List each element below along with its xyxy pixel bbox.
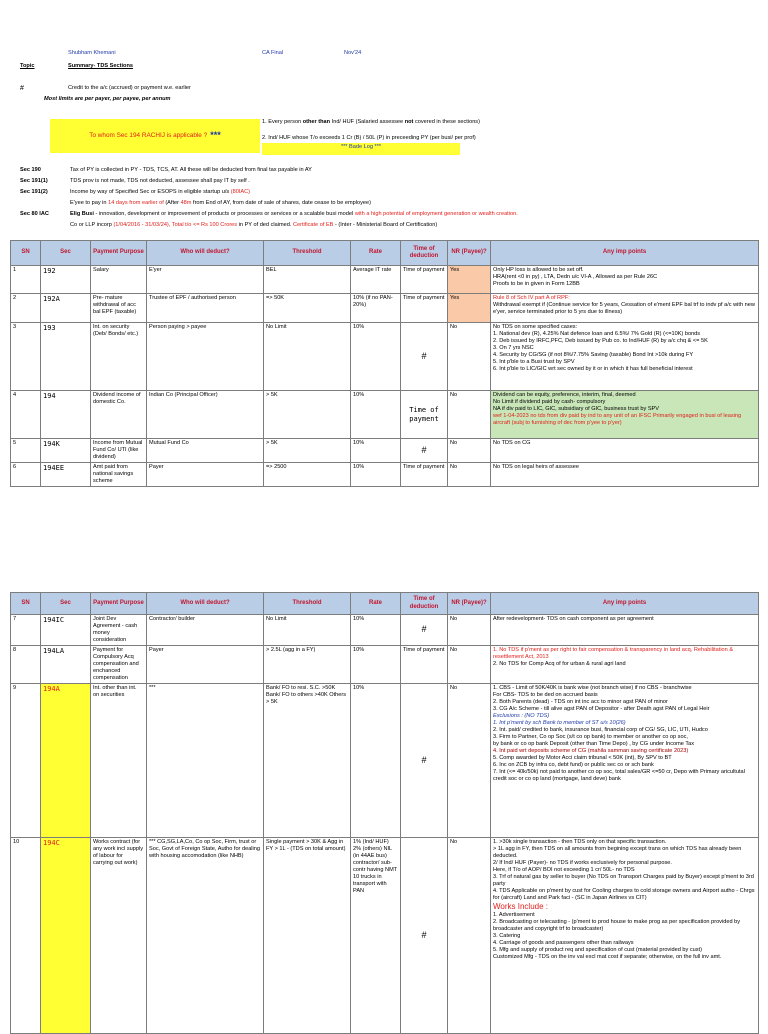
row-sec: 194IC	[41, 615, 91, 646]
row-time: Time of payment	[401, 462, 448, 486]
row-sn: 7	[11, 615, 41, 646]
topic-value: Summary- TDS Sections	[68, 63, 133, 69]
row-purpose: Pre- mature withdrawal of acc bal EPF (taxable)	[91, 294, 147, 323]
col-sec: Sec	[41, 241, 91, 266]
row-nr: No	[448, 615, 491, 646]
row-nr: Yes	[448, 266, 491, 294]
row-nr: No	[448, 439, 491, 463]
row-purpose: Amt paid from national savings scheme	[91, 462, 147, 486]
row-purpose: Income from Mutual Fund Co/ UTI (like dividend)	[91, 439, 147, 463]
row-rate: 10% (if no PAN- 20%)	[351, 294, 401, 323]
row-nr: No	[448, 683, 491, 837]
row-purpose: Works contract (for any work incl supply of labour for carrying out work)	[91, 837, 147, 1033]
table-2-header	[11, 593, 759, 615]
sec-191-1-text: TDS prov is not made, TDS not deducted, assessee shall pay IT by self .	[70, 178, 250, 184]
row-sn: 6	[11, 462, 41, 486]
row-who: Payer	[147, 462, 264, 486]
credit-line: Credit to the a/c (accrued) or payment w.e. earlier	[68, 85, 191, 91]
row-points: No TDS on legal heirs of assessee	[491, 462, 759, 486]
row-rate: 10%	[351, 391, 401, 439]
row-threshold: > 2.5L (agg in a FY)	[264, 645, 351, 683]
row-purpose: Joint Dev Agreement - cash money consideration	[91, 615, 147, 646]
row-sec: 194EE	[41, 462, 91, 486]
rachij-question-box	[50, 119, 260, 153]
row-time: Time of payment	[401, 266, 448, 294]
row-sec: 194	[41, 391, 91, 439]
col-points: Any imp points	[491, 593, 759, 615]
row-sec: 192	[41, 266, 91, 294]
row-nr: No	[448, 462, 491, 486]
row-threshold: > 5K	[264, 391, 351, 439]
sec-191-2-eyee-text: E'yee to pay in 14 days from earlier of (After 48m from End of AY, from date of sale of shares, date cease to be employee)	[70, 200, 371, 206]
row-points: 1. No TDS if p'ment as per right to fair compensation & transparency in land acq, Rehabilitation & resettlement Act, 2013 2. No TDS for Comp Acq of for urban & rural agri land	[491, 645, 759, 683]
tds-table-2	[10, 592, 759, 1034]
author-name: Shubham Khemani	[68, 50, 116, 56]
row-points: 1. CBS - Limit of 50K/40K is bank wise (not branch wise) if no CBS - branchwise For CBS- TDS to be ded on accrued basis 2. Both Parents (dead) - TDS on int inc acc to minor agst PAN of minor 3. CG A/c Scheme - till alive agst PAN of Depositor - after Death agst PAN of Legal Heir Exclusions : (NO TDS) 1. Int p'ment by sch Bank to member of ST u/s 10(26) 2. Int. paid/ credited to bank, insurance busi, financial corp of CG/ SG, LIC, UTI, Hudco 3. Firm to Partner, Co op Soc (s/t co op bank) to member or another co op soc, by bank or co op bank Deposit (other than Time Depo) , by CG under Income Tax 4. Int paid wrt deposits scheme of CG (mahila samman saving certificate 2023) 5. Comp awarded by Motor Acci claim tribunal < 50K (int), By SPV to BT 6. Inc on ZCB by infra co, debt fund) or public sec co or sch bank 7. Int (<= 40k/50k) not paid to another co op soc, total sales/GR <=50 cr, Depo with Primary aricultutal credit soc or co op land (mortgage, land deve) bank	[491, 683, 759, 837]
row-purpose: Dividend income of domestic Co.	[91, 391, 147, 439]
sec-190-label: Sec 190	[20, 167, 41, 173]
row-sec: 194C	[41, 837, 91, 1033]
row-sn: 8	[11, 645, 41, 683]
row-time: #	[401, 683, 448, 837]
row-sec: 194LA	[41, 645, 91, 683]
col-purpose: Payment Purpose	[91, 593, 147, 615]
row-threshold: BEL	[264, 266, 351, 294]
row-points: No TDS on CG	[491, 439, 759, 463]
row-time: #	[401, 323, 448, 391]
table-row	[11, 294, 759, 323]
col-who: Who will deduct?	[147, 593, 264, 615]
row-who: Indian Co (Principal Officer)	[147, 391, 264, 439]
row-points: 1. >30k single transaction - then TDS only on that specific transaction. > 1L agg in FY, then TDS on all amounts from begining except trans on which TDS has already been deducted. 2/ If Ind/ HUF (Payer)- no TDS if works exclusively for personal purpose. Here, if T/o of AOP/ BOI not exceeding 1 cr/ 50L- no TDS 3. Trf of natural gas by seller to buyer (No TDS on Transport Charges paid by Buyer) except p'ment to 3rd party 4. TDS Applicable on p'ment by cust for Cooling charges to cold storage owners and Airport autho - Chrgs for (aircraft) Land and Park faci - (SC in Japan Airlines vs CIT) Works Include : 1. Advertisement 2. Broadcasting or telecasting - (p'ment to prod house to make prog as per specification provided by broadcaster and copyright trf to broadcaster) 3. Catering 4. Carriage of goods and passengers other than railways 5. Mfg and supply of product req and specification of cust (material provided by cust) Customized Mfg - TDS on the inv val excl mat cost if separate; otherwise, on the full inv amt.	[491, 837, 759, 1033]
row-sn: 1	[11, 266, 41, 294]
limits-line: Most limits are per payer, per payee, per annum	[44, 96, 171, 102]
table-row	[11, 683, 759, 837]
row-points: Only HP loss is allowed to be set off. HRA(rent <0 in py) , LTA, Dedn u/c VI-A , Allowed as per Rule 26C Proofs to be in given in Form 12BB	[491, 266, 759, 294]
row-time: Time of payment	[401, 645, 448, 683]
table-row	[11, 837, 759, 1033]
row-who: Payer	[147, 645, 264, 683]
row-rate: 10%	[351, 462, 401, 486]
rachij-point-1: 1. Every person other than Ind/ HUF (Salaried assessee not covered in these sections)	[262, 119, 480, 125]
rachij-question: To whom Sec 194 RACHIJ is applicable ?	[89, 132, 208, 139]
row-nr: No	[448, 837, 491, 1033]
tds-table-1	[10, 240, 759, 487]
row-purpose: Int. other than int. on securities	[91, 683, 147, 837]
row-sn: 2	[11, 294, 41, 323]
row-nr: No	[448, 645, 491, 683]
row-sn: 4	[11, 391, 41, 439]
rachij-point-2: 2. Ind/ HUF whose T/o exceeds 1 Cr (B) / 50L (P) in preceeding PY (per busi/ per prof)	[262, 135, 476, 141]
row-rate: 10%	[351, 615, 401, 646]
row-points: No TDS on some specified cases: 1. National dev (R), 4.25% Nat defence loan and 6.5%/ 7% Gold (R) (<=10K) bonds 2. Deb issued by IRFC,PFC, Deb issued by Pub co. to Ind/HUF (R) by a/c chq & <= 5K 3. On 7 yrs NSC 4. Security by CG/SG (if not 8%/7.75% Saving (taxable) Bond Int >10k during FY 5. Int p'ble to a Busi trust by SPV 6. Int p'ble to LIC/GIC wrt sec owned by it or in which it has full beneficial interest	[491, 323, 759, 391]
sec-190-text: Tax of PY is collected in PY - TDS, TCS, AT. All these will be deducted from final tax payable in AY	[70, 167, 312, 173]
col-nr: NR (Payee)?	[448, 241, 491, 266]
col-sn: SN	[11, 593, 41, 615]
row-threshold: => 2500	[264, 462, 351, 486]
sec-191-2-label: Sec 191(2)	[20, 189, 48, 195]
rachij-stars: ***	[210, 130, 221, 141]
col-rate: Rate	[351, 241, 401, 266]
row-points: Dividend can be equity, preference, interim, final, deemed No Limit if dividend paid by cash- compulsory NA if div paid to LIC, GIC, subsidiary of GIC, business trust by SPV wef 1-04-2023 no tds from div paid by ind to any unit of an IFSC Primarily engaged in busi of leasing aircraft (subj to furnishing of dec from p'yee to p'yer)	[491, 391, 759, 439]
row-rate: 10%	[351, 439, 401, 463]
row-points: After redevelopment- TDS on cash component as per agreement	[491, 615, 759, 646]
row-who: Mutual Fund Co	[147, 439, 264, 463]
row-who: *** CG,SG,LA,Co, Co op Soc, Firm, trust or Soc, Govt of Foreign State, Autho for dealing with housing accomodation (like NHB)	[147, 837, 264, 1033]
row-threshold: No Limit	[264, 615, 351, 646]
col-time: Time of deduction	[401, 241, 448, 266]
row-who: Contractor/ builder	[147, 615, 264, 646]
bade-log: *** Bade Log ***	[340, 144, 382, 150]
row-time: #	[401, 837, 448, 1033]
row-purpose: Int. on security (Deb/ Bonds/ etc.)	[91, 323, 147, 391]
row-sn: 3	[11, 323, 41, 391]
row-rate: Average IT rate	[351, 266, 401, 294]
row-sec: 194K	[41, 439, 91, 463]
row-who: Person paying > payee	[147, 323, 264, 391]
table-1-header	[11, 241, 759, 266]
row-who: ***	[147, 683, 264, 837]
table-row	[11, 645, 759, 683]
col-rate: Rate	[351, 593, 401, 615]
row-sec: 192A	[41, 294, 91, 323]
sec-191-1-label: Sec 191(1)	[20, 178, 48, 184]
row-nr: No	[448, 391, 491, 439]
row-sn: 10	[11, 837, 41, 1033]
col-threshold: Threshold	[264, 241, 351, 266]
table-row	[11, 615, 759, 646]
row-rate: 10%	[351, 683, 401, 837]
col-points: Any imp points	[491, 241, 759, 266]
row-time: #	[401, 615, 448, 646]
bade-log-box	[262, 143, 460, 155]
row-threshold: => 50K	[264, 294, 351, 323]
row-who: Trustee of EPF / authorised person	[147, 294, 264, 323]
col-sn: SN	[11, 241, 41, 266]
row-sn: 5	[11, 439, 41, 463]
row-threshold: Bank/ FO to resi. S.C. >50K Bank/ FO to others >40K Others > 5K	[264, 683, 351, 837]
table-row	[11, 323, 759, 391]
col-sec: Sec	[41, 593, 91, 615]
row-time: #	[401, 439, 448, 463]
row-sn: 9	[11, 683, 41, 837]
row-threshold: No Limit	[264, 323, 351, 391]
col-time: Time of deduction	[401, 593, 448, 615]
row-threshold: Single payment > 30K & Agg in FY > 1L - (TDS on total amount)	[264, 837, 351, 1033]
sec-80iac-label: Sec 80 IAC	[20, 211, 49, 217]
sec-80iac-incorp-text: Co or LLP incorp (1/04/2016 - 31/03/24), Total t/o <= Rs 100 Crores in PY of ded claimed. Certificate of EB - (Inter - Ministerial Board of Certification)	[70, 222, 438, 228]
hash-mark: #	[20, 85, 24, 92]
col-threshold: Threshold	[264, 593, 351, 615]
attempt-label: Nov'24	[344, 50, 362, 56]
row-sec: 194A	[41, 683, 91, 837]
sec-191-2-text: Income by way of Specified Sec or ESOPS in eligible startup u/s (80IAC)	[70, 189, 251, 195]
row-time: Time of payment	[401, 391, 448, 439]
row-who: E'yer	[147, 266, 264, 294]
course-name: CA Final	[262, 50, 284, 56]
row-rate: 10%	[351, 645, 401, 683]
row-threshold: > 5K	[264, 439, 351, 463]
row-rate: 1% (Ind/ HUF) 2% (others) NIL (in 44AE bus) contractor/ sub- contr having NMT 10 trucks in transport with PAN	[351, 837, 401, 1033]
col-nr: NR (Payee)?	[448, 593, 491, 615]
row-points: Rule 8 of Sch IV part A of RPF: Withdrawal exempt if (Continue service for 5 years, Cessation of e'ment EPF bal trf to indv pf a/c with new e'yer, service terminated prior to 5 yrs due to illness)	[491, 294, 759, 323]
row-purpose: Salary	[91, 266, 147, 294]
row-nr: Yes	[448, 294, 491, 323]
row-rate: 10%	[351, 323, 401, 391]
row-time: Time of payment	[401, 294, 448, 323]
col-who: Who will deduct?	[147, 241, 264, 266]
table-row	[11, 462, 759, 486]
row-sec: 193	[41, 323, 91, 391]
row-nr: No	[448, 323, 491, 391]
col-purpose: Payment Purpose	[91, 241, 147, 266]
table-row	[11, 439, 759, 463]
table-row	[11, 266, 759, 294]
table-row	[11, 391, 759, 439]
sec-80iac-text: Elig Busi - innovation, development or improvement of products or processes or services or a scalable busi model with a high potential of employment generation or wealth creation.	[70, 211, 518, 217]
topic-label: Topic	[20, 63, 35, 69]
row-purpose: Payment for Compulsory Acq compensation and enchanced compensation	[91, 645, 147, 683]
